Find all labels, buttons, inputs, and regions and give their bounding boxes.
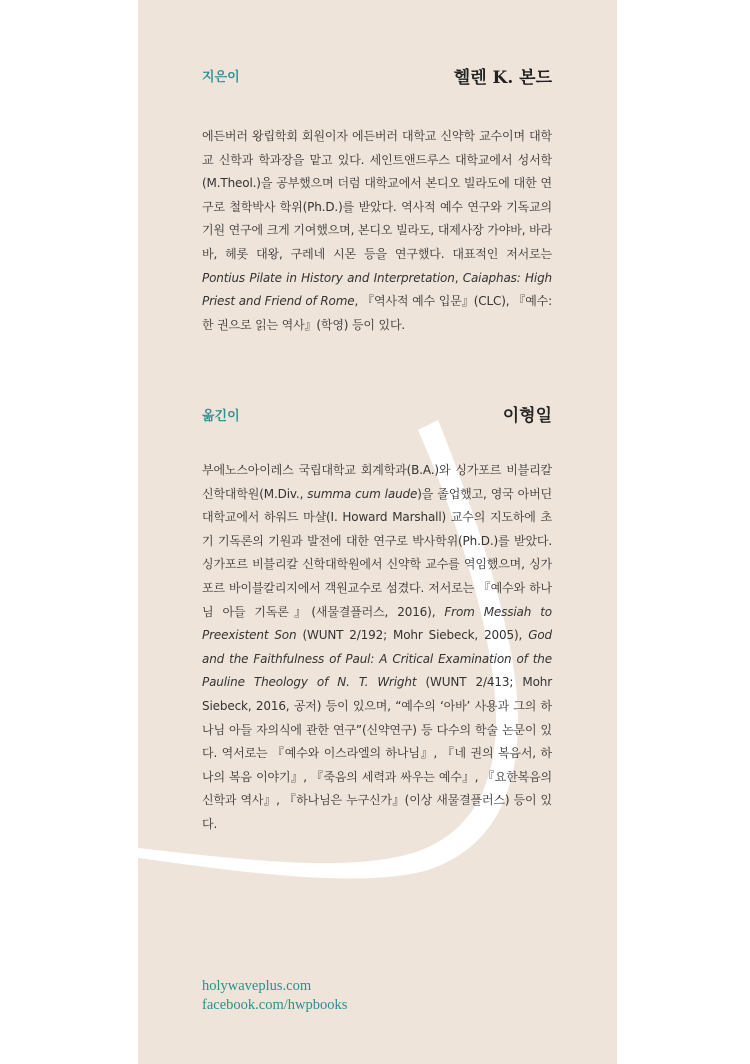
author-name: 헬렌 K. 본드	[453, 68, 552, 88]
bio-text: (WUNT 2/413; Mohr Siebeck, 2016, 공저) 등이 있으며, “예수의 ‘아바’ 사용과 그의 하나님 아들 자의식에 관한 연구”(신약연구) 등 다수의 학술 논문이 있다. 역서로는 『예수와 이스라엘의 하나님』, 『네 권의 복음서, 하나의 복음 이야기』, 『죽음의 세력과 싸우는 예수』, 『요한복음의 신학과 역사』, 『하나님은 누구신가』(이상 새물결플러스) 등이 있다.	[202, 675, 553, 831]
bio-text: (WUNT 2/192; Mohr Siebeck, 2005),	[296, 628, 529, 643]
bio-text: 부에노스아이레스 국립대학교 회계학과(B.A.)와 싱가포르 비블리칼 신학대학원(M.Div.,	[202, 463, 552, 501]
author-label: 지은이	[202, 70, 240, 85]
website-link[interactable]: holywaveplus.com	[202, 978, 312, 994]
bio-text: ,	[454, 270, 463, 285]
facebook-link[interactable]: facebook.com/hwpbooks	[202, 997, 348, 1013]
bio-text: , 『역사적 예수 입문』(CLC), 『예수: 한 권으로 읽는 역사』(학영) 등이 있다.	[202, 294, 552, 332]
italic-title: Caiaphas: High Priest and Friend of Rome	[202, 270, 552, 309]
author-bio	[202, 125, 552, 337]
italic-title: Pontius Pilate in History and Interpretation	[202, 270, 455, 285]
translator-bio	[202, 459, 552, 837]
bio-text: )을 졸업했고, 영국 아버딘 대학교에서 하워드 마샬(I. Howard Marshall) 교수의 지도하에 초기 기독론의 기원과 발전에 대한 연구로 박사학위(Ph.D.)를 받았다. 싱가포르 비블리칼 신학대학원에서 신약학 교수를 역임했으며, 싱가포르 바이블칼리지에서 객원교수로 섬겼다. 저서로는 『예수와 하나님 아들 기독론』(새물결플러스, 2016),	[202, 486, 553, 619]
italic-title: From Messiah to Preexistent Son	[202, 604, 552, 643]
bio-text: 에든버러 왕립학회 회원이자 에든버러 대학교 신약학 교수이며 대학교 신학과 학과장을 맡고 있다. 세인트앤드루스 대학교에서 성서학(M.Theol.)을 공부했으며 더럼 대학교에서 본디오 빌라도에 대한 연구로 철학박사 학위(Ph.D.)를 받았다. 역사적 예수 연구와 기독교의 기원 연구에 크게 기여했으며, 본디오 빌라도, 대제사장 가야바, 바라바, 헤롯 대왕, 구레네 시몬 등을 연구했다. 대표적인 저서로는	[202, 129, 552, 261]
book-flap-panel	[138, 0, 617, 1064]
italic-title: summa cum laude	[307, 486, 418, 501]
italic-title: God and the Faithfulness of Paul: A Critical Examination of the Pauline Theology of N. T. Wright	[202, 628, 552, 690]
translator-label: 옮긴이	[202, 409, 240, 424]
translator-name: 이형일	[502, 406, 552, 426]
